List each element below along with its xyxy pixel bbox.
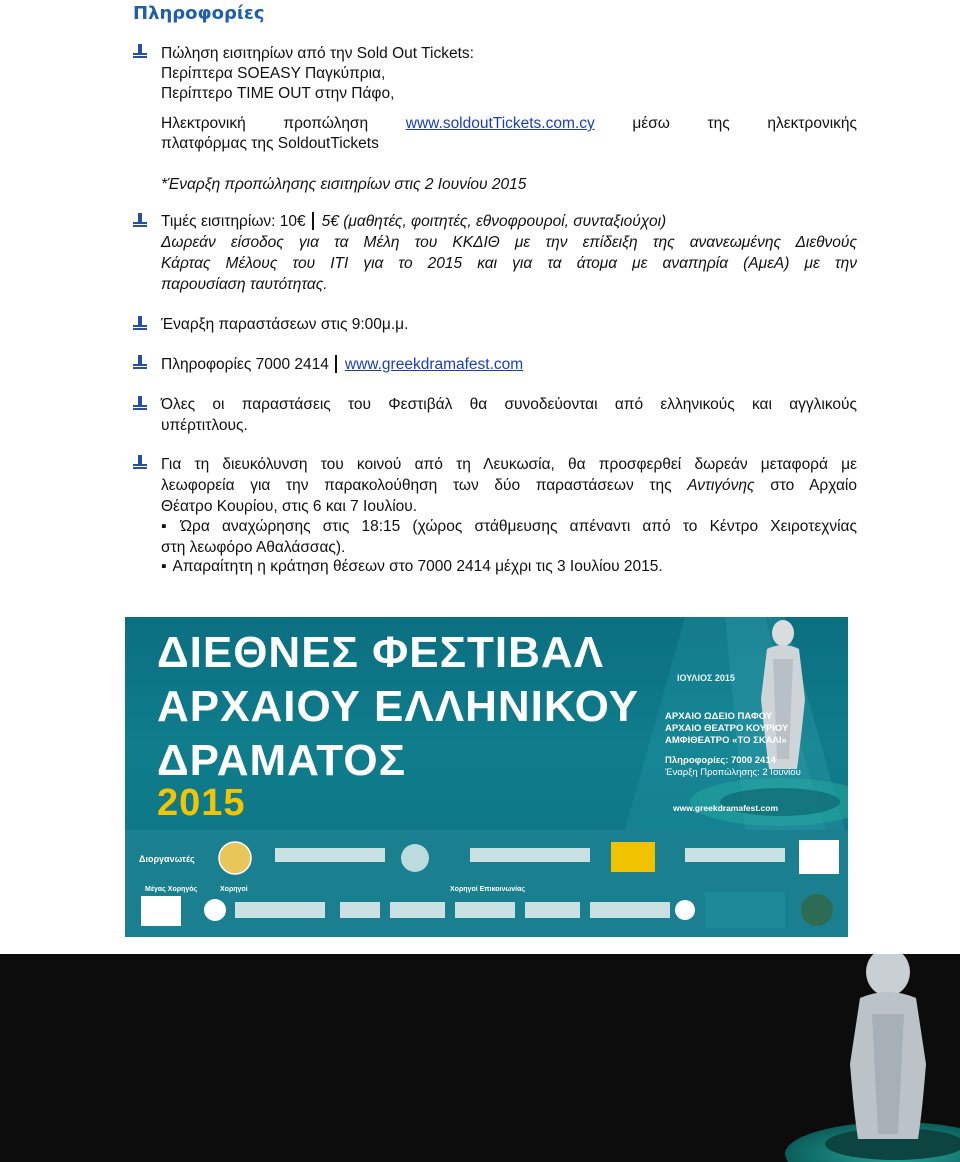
main-sponsor-label: Μέγας Χορηγός [145,886,198,893]
bullet-icon [133,316,147,330]
poster-detail-image [0,954,960,1162]
bullet-icon [133,396,147,410]
square-bullet-icon: ▪ [161,558,167,575]
sale-line-1: Πώληση εισιτηρίων από την Sold Out Tickets: [161,45,474,62]
departure-time: Ώρα αναχώρησης στις 18:15 (χώρος στάθμευσης απέναντι από το Κέντρο Χειροτεχνίας [180,518,857,535]
festival-poster [125,617,848,937]
start-time: Έναρξη παραστάσεων στις 9:00μ.μ. [161,316,409,333]
poster-presale: Έναρξη Προπώλησης: 2 Ιουνίου [665,767,801,778]
poster-year: 2015 [157,782,246,824]
poster-month: ΙΟΥΛΙΟΣ 2015 [677,673,735,683]
poster-venue-1: ΑΡΧΑΙΟ ΩΔΕΙΟ ΠΑΦΟΥ [665,711,773,722]
presale-text: Ηλεκτρονική προπώληση [161,115,369,132]
prices-line-4: παρουσίαση ταυτότητας. [161,276,328,293]
info-line [161,355,523,375]
page-title: Πληροφορίες [133,3,265,24]
poster-title-1: ΔΙΕΘΝΕΣ ΦΕΣΤΙΒΑΛ [157,628,605,677]
poster-phone: Πληροφορίες: 7000 2414 [665,755,776,766]
reservation-note: Απαραίτητη η κράτηση θέσεων στο 7000 2414 μέχρι τις 3 Ιουλίου 2015. [172,558,663,575]
transport-line-6 [161,557,663,577]
transport-line-3: Θέατρο Κουρίου, στις 6 και 7 Ιουλίου. [161,498,418,515]
price-full: Τιμές εισιτηρίων: 10€ [161,213,306,230]
sale-line-5: πλατφόρμας της SoldoutTickets [161,135,379,152]
sponsors-label: Χορηγοί [220,886,248,893]
subtitles-line-2: υπέρτιτλους. [161,417,248,434]
prices-line-3: Κάρτας Μέλους του ΙΤΙ για το 2015 και για τα άτομα με αναπηρία (ΑμεΑ) με την [161,255,857,272]
bullet-icon [133,44,147,58]
statue-illustration [0,954,960,1162]
poster-venue-3: ΑΜΦΙΘΕΑΤΡΟ «ΤΟ ΣΚΑΛΙ» [665,735,787,746]
sale-line-4 [161,114,857,134]
play-title: Αντιγόνης [687,477,755,494]
subtitles-line-1: Όλες οι παραστάσεις του Φεστιβάλ θα συνοδεύονται από ελληνικούς και αγγλικούς [161,396,857,413]
sale-line-2: Περίπτερα SOEASY Παγκύπρια, [161,65,386,82]
poster-url: www.greekdramafest.com [673,803,779,813]
transport-line-1: Για τη διευκόλυνση του κοινού από τη Λευκωσία, θα προσφερθεί δωρεάν μεταφορά με [161,456,857,473]
prices-line-2: Δωρεάν είσοδος για τα Μέλη του ΚΚΔΙΘ με την επίδειξη της ανανεωμένης Διεθνούς [161,234,857,251]
poster-title-3: ΔΡΑΜΑΤΟΣ [157,736,406,785]
bullet-icon [133,355,147,369]
transport-venue: στο Αρχαίο [770,477,857,494]
presale-note: *Έναρξη προπώλησης εισιτηρίων στις 2 Ιουνίου 2015 [161,176,527,193]
poster-title-2: ΑΡΧΑΙΟΥ ΕΛΛΗΝΙΚΟΥ [157,682,639,731]
bullet-icon [133,455,147,469]
soldout-link[interactable]: www.soldoutTickets.com.cy [405,115,595,132]
square-bullet-icon: ▪ [161,518,175,535]
sale-line-3: Περίπτερο TIME OUT στην Πάφο, [161,85,395,102]
platform-text: μέσω της ηλεκτρονικής [632,115,857,132]
prices-line-1 [161,212,666,232]
organizers-label: Διοργανωτές [139,854,195,864]
poster-sponsors [125,830,848,937]
price-reduced: 5€ (μαθητές, φοιτητές, εθνοφρουροί, συνταξιούχοι) [321,213,667,230]
transport-line-4 [161,517,857,537]
festival-link[interactable]: www.greekdramafest.com [344,356,524,373]
sponsor-logos [125,830,848,937]
comm-sponsors-label: Χορηγοί Επικοινωνίας [450,886,526,893]
separator [335,355,337,373]
poster-header [125,617,848,830]
transport-line-2 [161,476,857,496]
bullet-icon [133,213,147,227]
separator [312,212,314,230]
info-phone: Πληροφορίες 7000 2414 [161,356,329,373]
transport-line-5: στη λεωφόρο Αθαλάσσας). [161,539,346,556]
transport-text: λεωφορεία για την παρακολούθηση των δύο παραστάσεων της [161,477,672,494]
poster-venue-2: ΑΡΧΑΙΟ ΘΕΑΤΡΟ ΚΟΥΡΙΟΥ [665,723,789,734]
